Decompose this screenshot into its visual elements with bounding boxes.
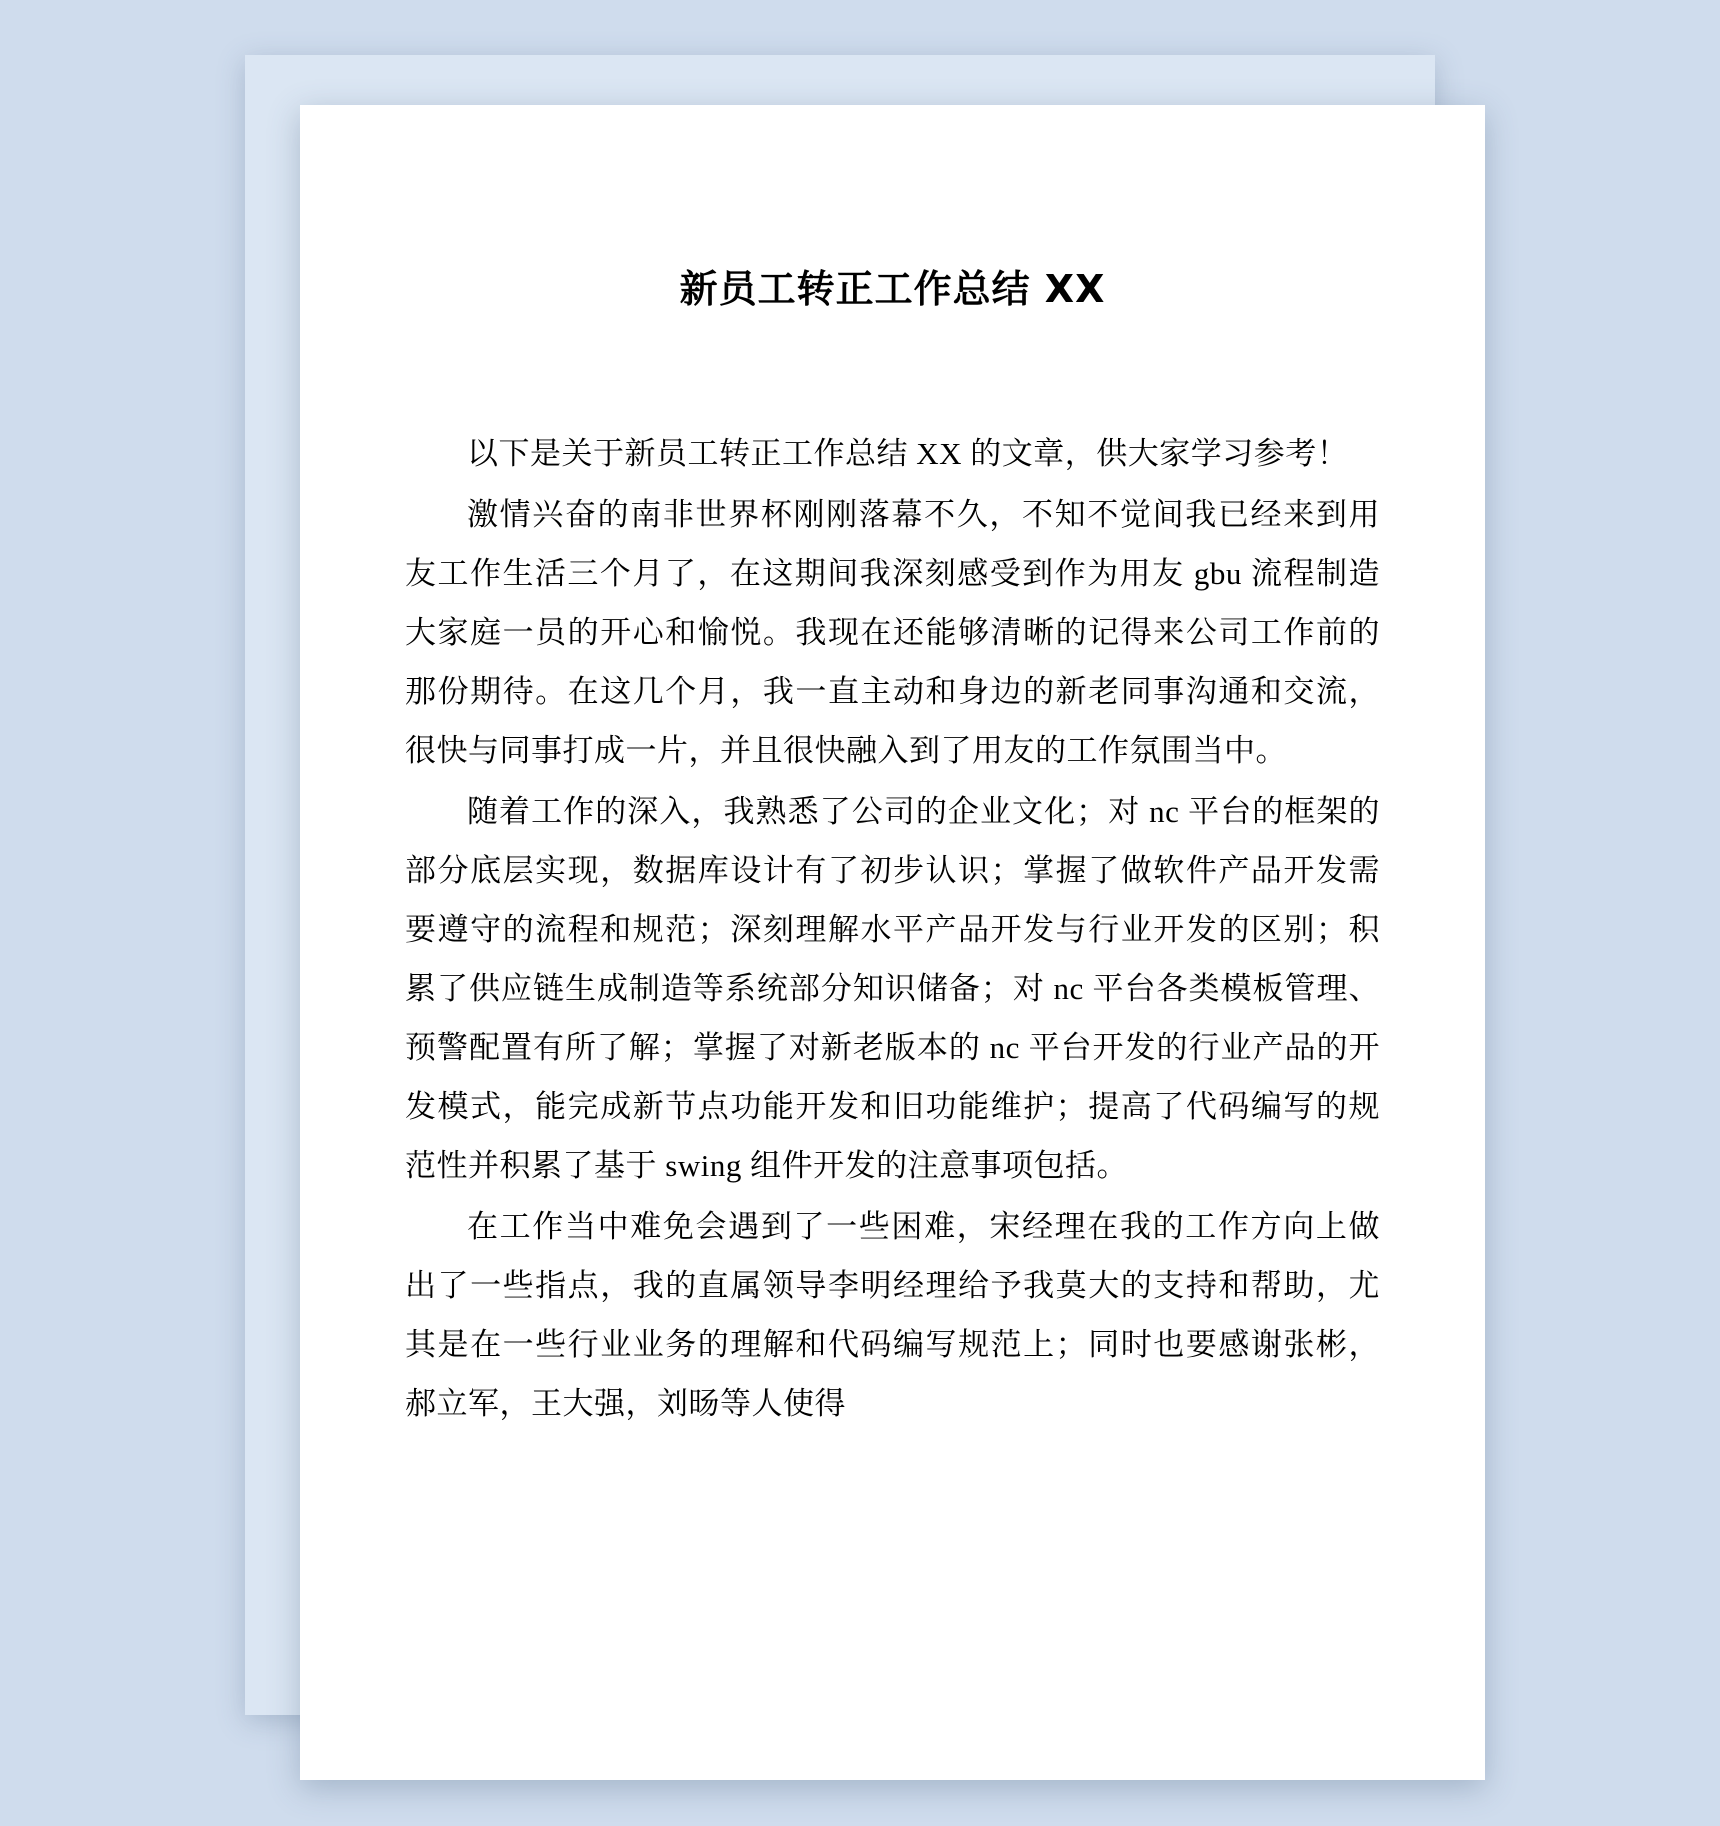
page-title: 新员工转正工作总结 XX <box>679 267 1106 311</box>
document-page <box>300 105 1485 1780</box>
paragraph: 随着工作的深入，我熟悉了公司的企业文化；对 nc 平台的框架的部分底层实现，数据库设计有了初步认识；掌握了做软件产品开发需要遵守的流程和规范；深刻理解水平产品开发与行业开发的区别；积累了供应链生成制造等系统部分知识储备；对 nc 平台各类模板管理、预警配置有所了解；掌握了对新老版本的 nc 平台开发的行业产品的开发模式，能完成新节点功能开发和旧功能维护；提高了代码编写的规范性并积累了基于 swing 组件开发的注意事项包括。 <box>405 794 1380 1184</box>
paragraph: 在工作当中难免会遇到了一些困难，宋经理在我的工作方向上做出了一些指点，我的直属领导李明经理给予我莫大的支持和帮助，尤其是在一些行业业务的理解和代码编写规范上；同时也要感谢张彬，郝立军，王大强，刘旸等人使得 <box>405 1209 1380 1422</box>
paragraph: 以下是关于新员工转正工作总结 XX 的文章，供大家学习参考！ <box>467 436 1349 472</box>
paragraph: 激情兴奋的南非世界杯刚刚落幕不久，不知不觉间我已经来到用友工作生活三个月了，在这期间我深刻感受到作为用友 gbu 流程制造大家庭一员的开心和愉悦。我现在还能够清晰的记得来公司工作前的那份期待。在这几个月，我一直主动和身边的新老同事沟通和交流，很快与同事打成一片，并且很快融入到了用友的工作氛围当中。 <box>405 497 1380 769</box>
document-page-content <box>300 105 1485 1515</box>
